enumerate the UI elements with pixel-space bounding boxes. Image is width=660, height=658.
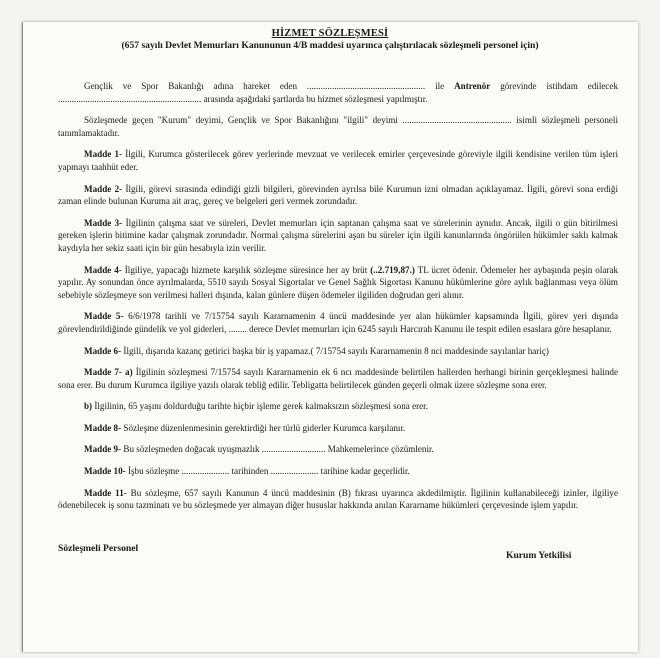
article-9-label: Madde 9- xyxy=(84,444,122,455)
article-4-label: Madde 4- xyxy=(84,264,122,275)
article-1 xyxy=(58,148,618,173)
signature-personnel: Sözleşmeli Personel xyxy=(58,543,139,554)
article-3-text: İlgilinin çalışma saat ve süreleri, Devlet memurları için saptanan çalışma saat ve sürelerinin aynıdır. Ancak, ilgili o gün bitirilmesi gereken işlerin bitimine kadar çalışmak zorundadır. Normal çalışma sürelerini aşan bu süreler için ilgili kanunlarında öngörülen hükümler saklı kalmak kaydıyla her sekiz saati için bir gün hesabıyla izin verilir. xyxy=(58,217,618,253)
document-header xyxy=(22,28,638,51)
intro-text-b: görevinde istihdam edilecek ............................................................... arasında aşağıdaki şartlarda bu hizmet sözleşmesi yapılmıştır. xyxy=(58,81,619,104)
document-title: HİZMET SÖZLEŞMESİ xyxy=(271,28,389,39)
article-4-text-b: TL ücret ödenir. Ödemeler her aybaşında peşin olarak yapılır. Ay sonundan önce ayrılmalarda, 5510 sayılı Sosyal Sigortalar ve Genel Sağlık Sigortası Kanunu hükümlerine göre aylık bağlanması veya ölüm sebebiyle sözleşmeye son verilmesi halleri dışında, kalan günlere düşen ödemeler ilgiliden doğrudan geri alınır. xyxy=(58,264,618,300)
article-11-label: Madde 11- xyxy=(84,487,127,498)
position-title: Antrenör xyxy=(454,81,491,91)
article-1-label: Madde 1- xyxy=(84,149,123,160)
article-7a-label: Madde 7- a) xyxy=(84,367,133,378)
sheet-edge-shadow xyxy=(22,22,23,652)
article-7b-label: b) xyxy=(84,401,93,412)
article-7a xyxy=(58,366,618,391)
article-3 xyxy=(58,217,618,255)
article-11-text: Bu sözleşme, 657 sayılı Kanunun 4 üncü maddesinin (B) fıkrası uyarınca akdedilmiştir. İlgilinin kullanabileceği izinler, ilgiliye ödenebilecek iş sonu tazminatı ve bu sözleşmede yer almayan diğer hususlar hakkında anılan Kararname hükümleri çerçevesinde işlem yapılır. xyxy=(58,487,618,511)
article-2-label: Madde 2- xyxy=(84,183,123,194)
article-11 xyxy=(58,487,618,512)
document-subtitle: (657 sayılı Devlet Memurları Kanununun 4/B maddesi uyarınca çalıştırılacak sözleşmeli personel için) xyxy=(121,40,539,51)
article-6-label: Madde 6- xyxy=(84,345,122,356)
article-7a-text: İlgilinin sözleşmesi 7/15754 sayılı Kararnamenin ek 6 ncı maddesinde belirtilen hallerden herhangi birinin gerçekleşmesi halinde sona erer. Bu durum Kurumca ilgiliye yazılı olarak tebliğ edilir. Tebligatta belirtilecek günden geçerli olmak üzere sözleşme sona erer. xyxy=(58,367,618,390)
article-1-text: İlgili, Kurumca gösterilecek görev yerlerinde mevzuat ve verilecek emirler çerçevesinde göreviyle ilgili kendisine verilen tüm işleri yapmayı taahhüt eder. xyxy=(58,149,618,172)
article-4 xyxy=(58,264,618,302)
definitions-text: Sözleşmede geçen "Kurum" deyimi, Gençlik ve Spor Bakanlığını "ilgili" deyimi ................................................ isimli sözleşmeli personeli tanımlamaktadır. xyxy=(58,115,618,138)
article-3-label: Madde 3- xyxy=(84,217,123,228)
article-8-label: Madde 8- xyxy=(84,422,122,433)
article-10-text: İşbu sözleşme ..................... tarihinden ..................... tarihine kadar geçerlidir. xyxy=(125,466,410,477)
article-9 xyxy=(58,443,618,456)
salary-amount: (..2.719,87.) xyxy=(370,264,415,275)
definitions-paragraph xyxy=(58,114,618,139)
article-9-text: Bu sözleşmeden doğacak uyuşmazlık ............................ Mahkemelerince çözümlenir. xyxy=(121,444,434,455)
signature-institution: Kurum Yetkilisi xyxy=(506,550,572,561)
article-2 xyxy=(58,183,618,208)
article-8-text: Sözleşme düzenlenmesinin gerektirdiği her türlü giderler Kurumca karşılanır. xyxy=(121,422,406,433)
article-7b-text: İlgilinin, 65 yaşını doldurduğu tarihte hiçbir işleme gerek kalmaksızın sözleşmesi sona erer. xyxy=(92,401,428,412)
intro-paragraph xyxy=(58,80,618,105)
article-10 xyxy=(58,465,618,478)
article-5 xyxy=(58,310,618,335)
article-8 xyxy=(58,422,618,435)
article-5-label: Madde 5- xyxy=(84,311,124,322)
intro-text-a: Gençlik ve Spor Bakanlığı adına hareket eden .................................................... ile xyxy=(84,81,455,91)
article-4-text-a: İlgiliye, yapacağı hizmete karşılık sözleşme süresince her ay brüt xyxy=(121,264,371,275)
article-2-text: İlgili, görevi sırasında edindiği gizli bilgileri, görevinden ayrılsa bile Kurumun izni olmadan açıklayamaz. İlgili, görevi sona erdiği zaman elinde bulunan Kuruma ait araç, gereç ve belgeleri geri vermek zorundadır. xyxy=(58,183,618,207)
article-5-text: 6/6/1978 tarihli ve 7/15754 sayılı Kararnamenin 4 üncü maddesinde yer alan hükümler kapsamında İlgili, görev yeri dışında görevlendirildiğinde gündelik ve yol giderleri, ........ derece Devlet memurları için 6245 sayılı Harcırah Kanunu ile tespit edilen esaslara göre hesaplanır. xyxy=(58,311,618,334)
article-6 xyxy=(58,345,618,358)
article-7b xyxy=(58,400,618,413)
contract-body xyxy=(58,80,618,521)
article-6-text: İlgili, dışarıda kazanç getirici başka bir iş yapamaz.( 7/15754 sayılı Kararnamenin 8 nci maddesinde sayılanlar hariç) xyxy=(121,345,549,356)
article-10-label: Madde 10- xyxy=(84,466,126,477)
